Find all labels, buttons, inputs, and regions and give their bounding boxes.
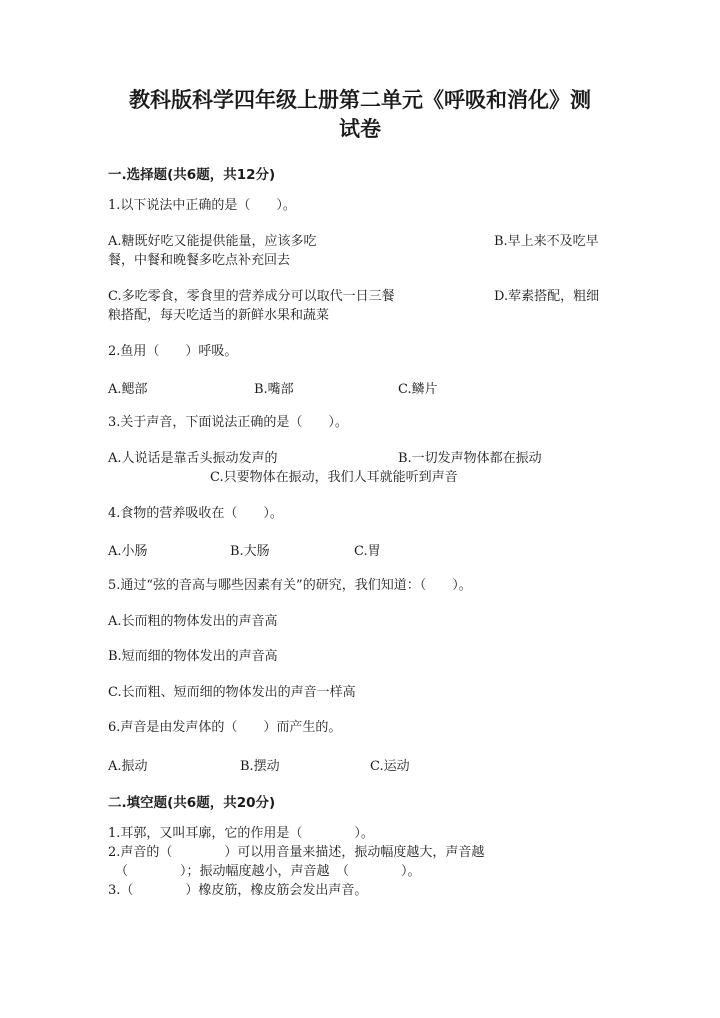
question-5-option-c: C.长而粗、短而细的物体发出的声音一样高 bbox=[108, 685, 356, 700]
section-choice-heading: 一.选择题(共6题，共12分) bbox=[108, 167, 276, 183]
question-5-stem: 5.通过“弦的音高与哪些因素有关”的研究，我们知道：（ ）。 bbox=[108, 578, 472, 593]
question-6-stem: 6.声音是由发声体的（ ）而产生的。 bbox=[108, 720, 342, 735]
fill-question-2-line-1: 2.声音的（ ）可以用音量来描述，振动幅度越大，声音越 bbox=[108, 845, 485, 860]
question-3-option-c: C.只要物体在振动，我们人耳就能听到声音 bbox=[210, 470, 458, 485]
question-1-option-b-continued: 餐，中餐和晚餐多吃点补充回去 bbox=[108, 253, 291, 268]
question-6-option-c: C.运动 bbox=[370, 759, 410, 774]
fill-question-2-line-2: （ ）；振动幅度越小，声音越 （ ）。 bbox=[115, 864, 421, 879]
exam-title-line-1: 教科版科学四年级上册第二单元《呼吸和消化》测 bbox=[129, 88, 591, 112]
question-4-option-b: B.大肠 bbox=[230, 544, 270, 559]
question-2-option-b: B.嘴部 bbox=[254, 382, 294, 397]
question-5-option-a: A.长而粗的物体发出的声音高 bbox=[108, 614, 278, 629]
question-1-option-d: D.荤素搭配，粗细 bbox=[494, 289, 600, 304]
question-3-stem: 3.关于声音，下面说法正确的是（ ）。 bbox=[108, 415, 348, 430]
question-4-stem: 4.食物的营养吸收在（ ）。 bbox=[108, 506, 283, 521]
exam-title bbox=[100, 86, 620, 144]
question-3-option-a: A.人说话是靠舌头振动发声的 bbox=[108, 451, 278, 466]
question-1-stem: 1.以下说法中正确的是（ ）。 bbox=[108, 198, 296, 213]
fill-question-1: 1.耳郭，又叫耳廓，它的作用是（ ）。 bbox=[108, 826, 374, 841]
question-6-option-b: B.摆动 bbox=[240, 759, 280, 774]
question-4-option-c: C.胃 bbox=[354, 544, 381, 559]
question-2-stem: 2.鱼用（ ）呼吸。 bbox=[108, 344, 238, 359]
question-1-option-d-continued: 粮搭配，每天吃适当的新鲜水果和蔬菜 bbox=[108, 308, 330, 323]
question-1-option-a: A.糖既好吃又能提供能量，应该多吃 bbox=[108, 234, 317, 249]
question-1-option-c: C.多吃零食，零食里的营养成分可以取代一日三餐 bbox=[108, 289, 395, 304]
question-5-option-b: B.短而细的物体发出的声音高 bbox=[108, 649, 278, 664]
exam-title-line-2: 试卷 bbox=[339, 117, 381, 141]
section-fill-heading: 二.填空题(共6题，共20分) bbox=[108, 795, 276, 811]
question-2-option-a: A.鳃部 bbox=[108, 382, 148, 397]
question-4-option-a: A.小肠 bbox=[108, 544, 148, 559]
question-3-option-b: B.一切发声物体都在振动 bbox=[398, 451, 542, 466]
question-6-option-a: A.振动 bbox=[108, 759, 148, 774]
question-2-option-c: C.鳞片 bbox=[398, 382, 438, 397]
question-1-option-b: B.早上来不及吃早 bbox=[494, 234, 599, 249]
fill-question-3: 3.（ ）橡皮筋，橡皮筋会发出声音。 bbox=[108, 883, 368, 898]
